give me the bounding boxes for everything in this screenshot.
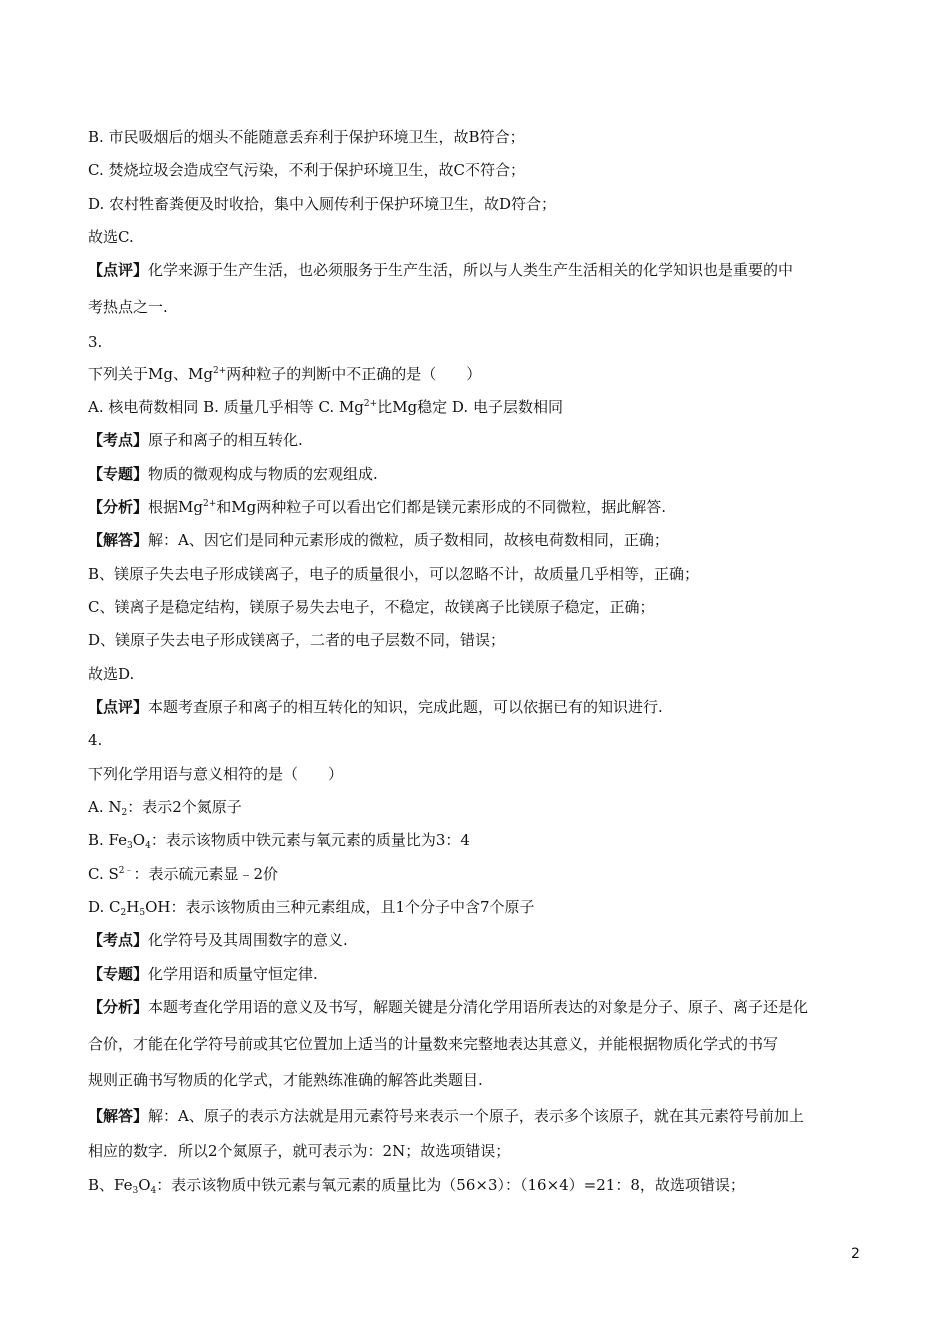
jieda-b-line: B、$Fe_3O_4$：表示该物质中铁元素与氧元素的质量比为（56×3）：（16×4）=21：8，故选项错误； — [88, 1176, 745, 1196]
option-b: B. $Fe_3O_4$：表示该物质中铁元素与氧元素的质量比为3：4 — [88, 831, 470, 851]
review-tag: 【点评】 — [88, 261, 149, 279]
option-c: C. $S^{2﹣}$：表示硫元素显﹣2价 — [88, 865, 279, 883]
question-options: A. 核电荷数相同 B. 质量几乎相等 C. $Mg^{2+}$比Mg稳定 D. 电子层数相同 — [88, 398, 563, 416]
kaodian-line: 【考点】原子和离子的相互转化. — [88, 431, 303, 449]
page-number: 2 — [851, 1246, 860, 1262]
text-line: 考热点之一. — [88, 298, 168, 316]
option-a: A. $N_2$：表示2个氮原子 — [88, 798, 242, 818]
review-line: 【点评】本题考查原子和离子的相互转化的知识，完成此题，可以依据已有的知识进行. — [88, 698, 663, 716]
text-line: D、镁原子失去电子形成镁离子，二者的电子层数不同，错误； — [88, 631, 506, 649]
text-line: C、镁离子是稳定结构，镁原子易失去电子，不稳定，故镁离子比镁原子稳定，正确； — [88, 598, 655, 616]
text-line: C. 焚烧垃圾会造成空气污染，不利于保护环境卫生，故C不符合； — [88, 161, 525, 179]
kaodian-line: 【考点】化学符号及其周围数字的意义. — [88, 931, 348, 949]
jieda-line: 【解答】解：A、因它们是同种元素形成的微粒，质子数相同，故核电荷数相同，正确； — [88, 531, 669, 549]
review-text: 化学来源于生产生活，也必须服务于生产生活，所以与人类生产生活相关的化学知识也是重要的中 — [148, 261, 794, 279]
text-line: 相应的数字．所以2个氮原子，就可表示为：2N；故选项错误； — [88, 1142, 511, 1160]
text-line: B. 市民吸烟后的烟头不能随意丢弃利于保护环境卫生，故B符合； — [88, 128, 525, 146]
fenxi-line: 【分析】本题考查化学用语的意义及书写，解题关键是分清化学用语所表达的对象是分子、原子、离子还是化 — [88, 998, 809, 1016]
option-d: D. $C_2H_5OH$：表示该物质由三种元素组成，且1个分子中含7个原子 — [88, 898, 535, 918]
zhuanti-line: 【专题】化学用语和质量守恒定律. — [88, 965, 318, 983]
question-stem: 下列化学用语与意义相符的是（ ） — [88, 765, 344, 783]
text-line: 故选C. — [88, 228, 134, 246]
question-stem: 下列关于Mg、$Mg^{2+}$两种粒子的判断中不正确的是（ ） — [88, 365, 482, 383]
text-line: 合价，才能在化学符号前或其它位置加上适当的计量数来完整地表达其意义，并能根据物质化学式的书写 — [88, 1035, 779, 1053]
text-line: 规则正确书写物质的化学式，才能熟练准确的解答此类题目. — [88, 1071, 483, 1089]
text-line: 故选D. — [88, 665, 135, 683]
question-number: 4. — [88, 731, 103, 749]
question-number: 3. — [88, 333, 103, 351]
zhuanti-line: 【专题】物质的微观构成与物质的宏观组成. — [88, 465, 378, 483]
jieda-line: 【解答】解：A、原子的表示方法就是用元素符号来表示一个原子，表示多个该原子，就在其元素符号前加上 — [88, 1107, 804, 1125]
review-line — [88, 260, 793, 280]
text-line: B、镁原子失去电子形成镁离子，电子的质量很小，可以忽略不计，故质量几乎相等，正确； — [88, 565, 700, 583]
fenxi-line: 【分析】根据$Mg^{2+}$和Mg两种粒子可以看出它们都是镁元素形成的不同微粒，据此解答. — [88, 498, 666, 516]
text-line: D. 农村牲畜粪便及时收拾，集中入厕传利于保护环境卫生，故D符合； — [88, 195, 557, 213]
